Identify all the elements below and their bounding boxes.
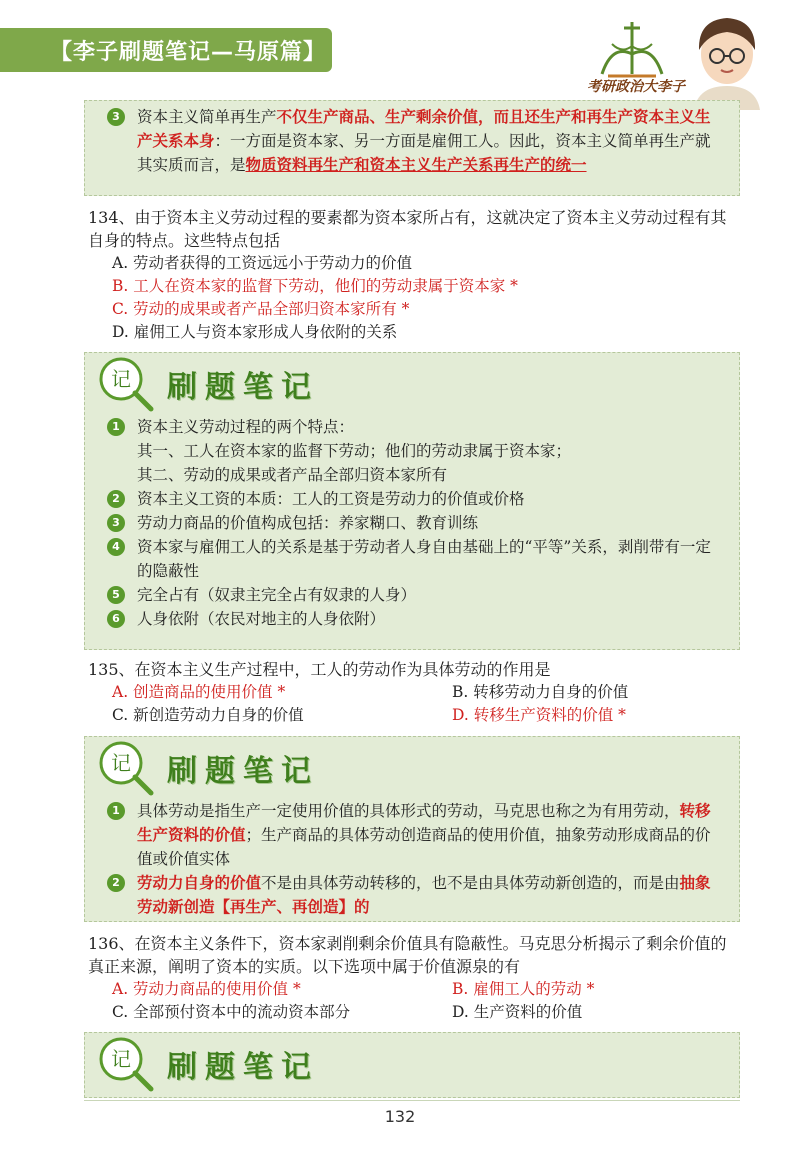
option-b: B. 工人在资本家的监督下劳动，他们的劳动隶属于资本家 * [112, 277, 518, 295]
note-title: 刷题笔记 [167, 1050, 319, 1085]
note-text: 资本主义工资的本质：工人的工资是劳动力的价值或价格 [137, 490, 525, 508]
page-number: 132 [384, 1107, 416, 1126]
banner-title: 【李子刷题笔记—马原篇】 [50, 39, 327, 65]
number-badge: 2 [107, 874, 125, 892]
note-box-3 [84, 1032, 740, 1098]
option-d: D. 雇佣工人与资本家形成人身依附的关系 [112, 323, 398, 341]
note-highlight: 转移生产资料的价值 [137, 801, 711, 844]
number-badge: 3 [107, 514, 125, 532]
note-sub-1: 其一、工人在资本家的监督下劳动；他们的劳动隶属于资本家； [137, 442, 572, 460]
number-badge: 5 [107, 586, 125, 604]
note-text: 完全占有（奴隶主完全占有奴隶的人身） [137, 586, 417, 604]
option-d: D. 转移生产资料的价值 * [452, 706, 626, 724]
note-ji-icon [95, 353, 157, 415]
note-item-1 [85, 415, 739, 439]
svg-text:记: 记 [111, 1047, 131, 1071]
option-c: C. 新创造劳动力自身的价值 [112, 706, 304, 724]
note-sub-2: 其二、劳动的成果或者产品全部归资本家所有 [137, 466, 448, 484]
footer-divider [84, 1100, 740, 1101]
note-highlight: 劳动力自身的价值 [137, 873, 262, 892]
number-badge: 2 [107, 490, 125, 508]
question-stem: 134、由于资本主义劳动过程的要素都为资本家所占有，这就决定了资本主义劳动过程有其自身的特点。这些特点包括 [88, 208, 727, 250]
option-a: A. 劳动力商品的使用价值 * [112, 980, 301, 998]
note-header [85, 353, 739, 415]
note-item-1 [85, 799, 739, 871]
question-136 [88, 932, 742, 1024]
question-135 [88, 658, 742, 727]
note-item-6 [85, 607, 739, 631]
option-a: A. 创造商品的使用价值 * [112, 683, 286, 701]
note-item-2 [85, 487, 739, 511]
note-box-2 [84, 736, 740, 922]
note-text: 人身依附（农民对地主的人身依附） [137, 610, 386, 628]
note-header [85, 737, 739, 799]
note-box-1 [84, 352, 740, 650]
options [112, 681, 742, 727]
number-badge: 6 [107, 610, 125, 628]
note-highlight: 抽象劳动新创造【再生产、再创造】的 [137, 873, 711, 916]
question-stem: 136、在资本主义条件下，资本家剥削剩余价值具有隐蔽性。马克思分析揭示了剩余价值的真正来源，阐明了资本的实质。以下选项中属于价值源泉的有 [88, 934, 727, 976]
number-badge: 1 [107, 418, 125, 436]
note-text: 具体劳动是指生产一定使用价值的具体形式的劳动，马克思也称之为有用劳动， [137, 802, 680, 820]
note-text: 资本主义劳动过程的两个特点： [137, 418, 355, 436]
note-text: 劳动力商品的价值构成包括：养家糊口、教育训练 [137, 514, 479, 532]
number-badge: 1 [107, 802, 125, 820]
note-highlight: 不仅生产商品、生产剩余价值，而且还生产和再生产资本主义生产关系本身 [137, 107, 711, 150]
note-box-continued [84, 100, 740, 196]
note-title: 刷题笔记 [167, 754, 319, 789]
option-c: C. 劳动的成果或者产品全部归资本家所有 * [112, 300, 410, 318]
logo-text: 考研政治大李子 [587, 79, 685, 95]
note-item [85, 105, 739, 177]
note-item-2 [85, 871, 739, 919]
note-text: 资本主义简单再生产 [137, 108, 277, 126]
options [112, 978, 742, 1024]
option-d: D. 生产资料的价值 [452, 1003, 583, 1021]
note-ji-icon [95, 1033, 157, 1095]
option-b: B. 转移劳动力自身的价值 [452, 683, 629, 701]
avatar [684, 10, 770, 110]
svg-text:记: 记 [111, 751, 131, 775]
note-title: 刷题笔记 [167, 370, 319, 405]
note-header [85, 1033, 739, 1095]
option-c: C. 全部预付资本中的流动资本部分 [112, 1003, 351, 1021]
note-item-4 [85, 535, 739, 583]
number-badge: 3 [107, 108, 125, 126]
note-text: ；生产商品的具体劳动创造商品的使用价值，抽象劳动形成商品的价值或价值实体 [137, 826, 711, 868]
option-b: B. 雇佣工人的劳动 * [452, 980, 595, 998]
note-text: 不是由具体劳动转移的，也不是由具体劳动新创造的，而是由 [261, 874, 680, 892]
note-item-3 [85, 511, 739, 535]
note-item-5 [85, 583, 739, 607]
option-a: A. 劳动者获得的工资远远小于劳动力的价值 [112, 254, 413, 272]
svg-text:记: 记 [111, 367, 131, 391]
note-ji-icon [95, 737, 157, 799]
question-134 [88, 206, 742, 344]
note-text: ：一方面是资本家、另一方面是雇佣工人。因此，资本主义简单再生产就其实质而言，是 [137, 132, 711, 174]
question-stem: 135、在资本主义生产过程中，工人的劳动作为具体劳动的作用是 [88, 660, 551, 679]
note-highlight: 物质资料再生产和资本主义生产关系再生产的统一 [245, 155, 587, 174]
note-text: 资本家与雇佣工人的关系是基于劳动者人身自由基础上的“平等”关系，剥削带有一定的隐蔽性 [137, 538, 711, 580]
header-banner [0, 28, 332, 72]
number-badge: 4 [107, 538, 125, 556]
